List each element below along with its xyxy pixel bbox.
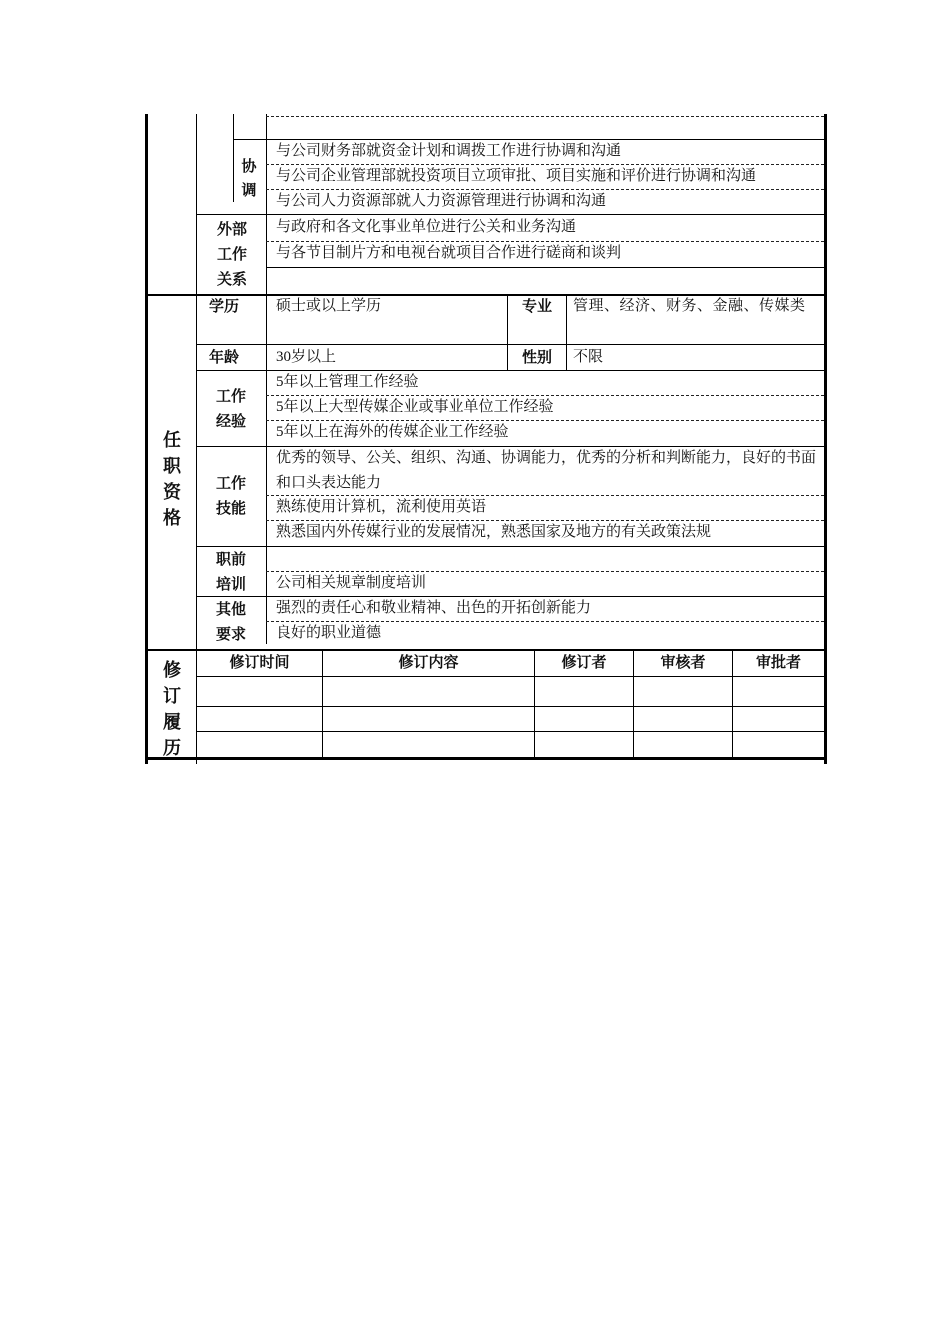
skills-label: 工作技能 xyxy=(215,474,246,517)
sub-label-divider xyxy=(233,114,234,202)
other-requirements-label: 其他要求 xyxy=(215,600,246,643)
coordination-item-3: 与公司人力资源部就人力资源管理进行协调和沟通 xyxy=(276,193,607,209)
solid-line xyxy=(197,676,824,677)
other-item-1: 强烈的责任心和敬业精神、出色的开拓创新能力 xyxy=(276,600,592,616)
table-bottom-border xyxy=(145,757,827,760)
job-description-table xyxy=(145,114,829,764)
skills-item-1: 优秀的领导、公关、组织、沟通、协调能力，优秀的分析和判断能力，良好的书面和口头表达能力 xyxy=(276,450,817,491)
revision-header-reviser: 修订者 xyxy=(561,653,607,671)
training-label: 职前培训 xyxy=(215,550,246,593)
solid-line xyxy=(197,706,824,707)
experience-label: 工作经验 xyxy=(215,387,246,430)
dash-line xyxy=(266,116,824,117)
external-item-2: 与各节目制片方和电视台就项目合作进行磋商和谈判 xyxy=(276,245,622,261)
revision-header-reviewer: 审核者 xyxy=(660,653,706,671)
label-col-divider xyxy=(266,114,267,644)
coordination-item-1: 与公司财务部就资金计划和调拨工作进行协调和沟通 xyxy=(276,143,622,159)
coordination-label: 协调 xyxy=(241,157,257,199)
table-left-border xyxy=(145,114,148,764)
skills-item-2: 熟练使用计算机，流利使用英语 xyxy=(276,499,487,515)
major-label: 专业 xyxy=(521,297,552,315)
coordination-item-2: 与公司企业管理部就投资项目立项审批、项目实施和评价进行协调和沟通 xyxy=(276,168,757,184)
age-label: 年龄 xyxy=(208,348,239,366)
major-value: 管理、经济、财务、金融、传媒类 xyxy=(573,298,806,314)
skills-item-3: 熟悉国内外传媒行业的发展情况，熟悉国家及地方的有关政策法规 xyxy=(276,524,712,540)
revision-section-label: 修订履历 xyxy=(163,660,181,759)
training-item-2: 公司相关规章制度培训 xyxy=(276,575,427,591)
education-label: 学历 xyxy=(208,297,239,315)
external-relations-label: 外部工作关系 xyxy=(216,220,247,288)
qualifications-section-label: 任职资格 xyxy=(163,430,181,529)
external-item-1: 与政府和各文化事业单位进行公关和业务沟通 xyxy=(276,219,577,235)
experience-item-2: 5年以上大型传媒企业或事业单位工作经验 xyxy=(276,399,554,415)
revision-header-content: 修订内容 xyxy=(398,653,459,671)
edu-major-divider xyxy=(507,294,508,371)
gender-value: 不限 xyxy=(573,349,604,365)
solid-line xyxy=(197,731,824,732)
revision-header-time: 修订时间 xyxy=(229,653,290,671)
gender-label: 性别 xyxy=(521,348,552,366)
age-value: 30岁以上 xyxy=(276,349,337,365)
major-value-divider xyxy=(566,294,567,371)
experience-item-3: 5年以上在海外的传媒企业工作经验 xyxy=(276,424,509,440)
table-right-border xyxy=(824,114,827,764)
revision-header-approver: 审批者 xyxy=(755,653,801,671)
experience-item-1: 5年以上管理工作经验 xyxy=(276,374,419,390)
other-item-2: 良好的职业道德 xyxy=(276,625,382,641)
solid-line xyxy=(266,267,824,268)
solid-line xyxy=(197,546,824,547)
education-value: 硕士或以上学历 xyxy=(276,298,382,314)
